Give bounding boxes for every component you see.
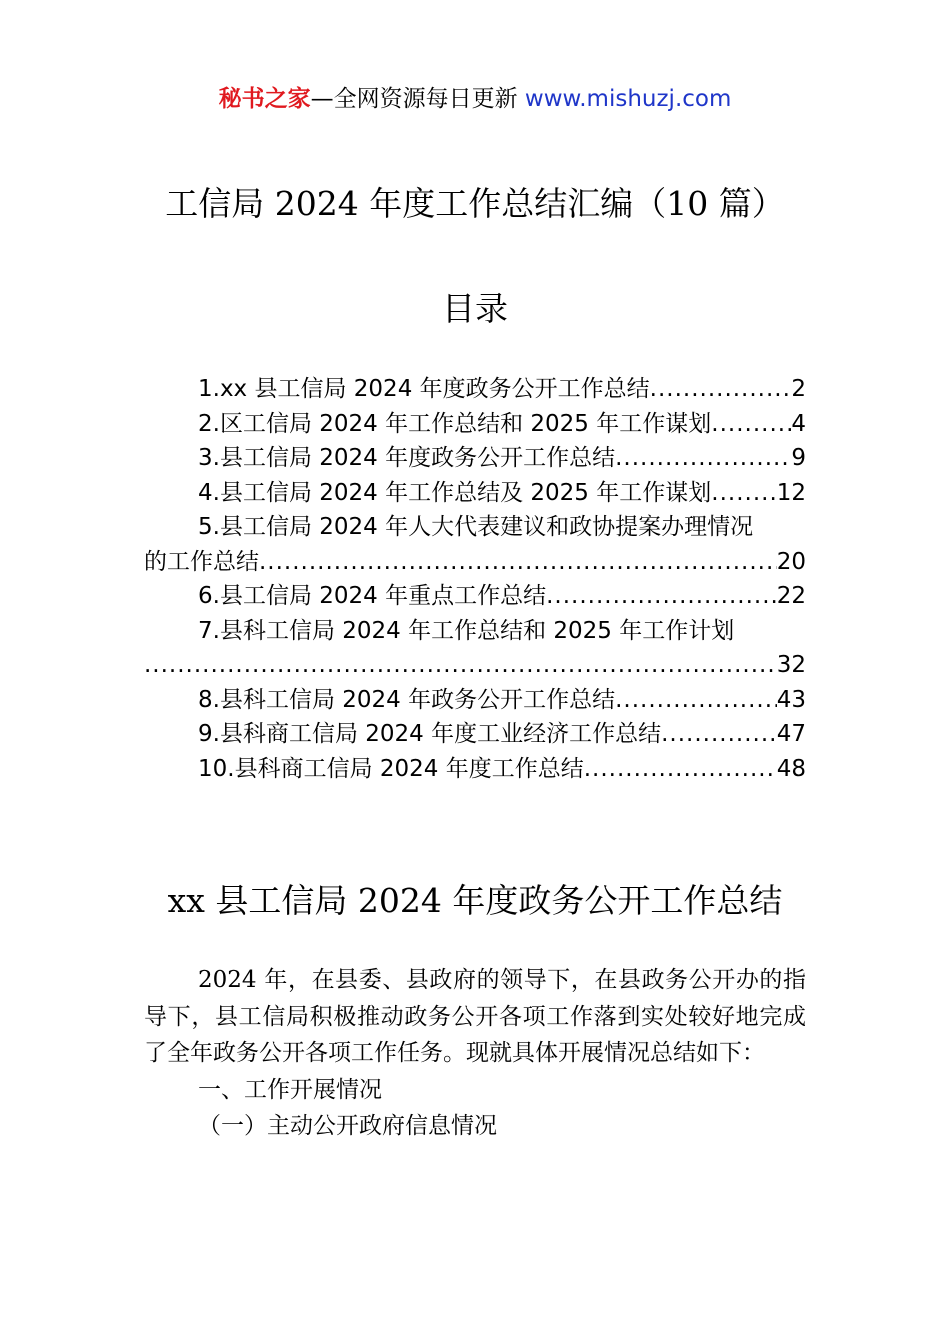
paragraph-year: 2024 bbox=[198, 967, 257, 993]
toc-entry[interactable] bbox=[144, 717, 806, 752]
title-year: 2024 bbox=[274, 184, 359, 223]
toc-page-number: 48 bbox=[776, 755, 806, 782]
brand-name: 秘书之家 bbox=[218, 86, 311, 112]
title-part: 年度工作总结汇编（ bbox=[358, 184, 667, 223]
paragraph-text: 年，在县委、县政府的领导下，在县政务公开办的指导下，县工信局积极推动政务公开各项工作落到实处较好地完成了全年政务公开各项工作任务。现就具体开展情况总结如下： bbox=[144, 967, 806, 1066]
section-title-part: 县工信局 bbox=[215, 881, 358, 920]
toc-entry[interactable] bbox=[144, 476, 806, 511]
toc-page-number: 47 bbox=[776, 721, 806, 747]
toc-page-number: 12 bbox=[776, 479, 806, 506]
title-part: 工信局 bbox=[165, 184, 275, 223]
heading-level-2: （一）主动公开政府信息情况 bbox=[198, 1113, 497, 1139]
title-count: 10 bbox=[666, 184, 709, 223]
toc-entry-text: 5.县工信局 2024 年人大代表建议和政协提案办理情况 bbox=[198, 514, 754, 540]
section-title bbox=[0, 875, 950, 922]
toc-entry[interactable] bbox=[144, 510, 806, 545]
toc-leader bbox=[546, 579, 777, 614]
site-header bbox=[0, 80, 950, 113]
document-title bbox=[0, 178, 950, 225]
section-title-part: 年度政务公开工作总结 bbox=[441, 881, 783, 920]
toc-entry-text: 2.区工信局 2024 年工作总结和 2025 年工作谋划 bbox=[198, 410, 712, 437]
heading-level-1: 一、工作开展情况 bbox=[198, 1076, 382, 1103]
toc-heading: 目录 bbox=[442, 289, 508, 328]
toc-page-number: 2 bbox=[791, 376, 806, 402]
toc-entry[interactable] bbox=[144, 752, 806, 787]
toc-entry[interactable] bbox=[144, 579, 806, 614]
toc-entry-text: 1.xx 县工信局 2024 年度政务公开工作总结 bbox=[198, 376, 650, 402]
toc-leader bbox=[584, 752, 777, 787]
toc-entry-text: 4.县工信局 2024 年工作总结及 2025 年工作谋划 bbox=[198, 479, 712, 506]
header-tagline: —全网资源每日更新 bbox=[310, 86, 525, 112]
toc-leader bbox=[650, 372, 792, 407]
toc-entry[interactable] bbox=[144, 441, 806, 476]
toc-leader bbox=[711, 476, 776, 511]
toc-page-number: 43 bbox=[776, 686, 806, 713]
body-text bbox=[144, 962, 806, 1145]
toc-page-number: 20 bbox=[776, 548, 806, 575]
site-url-link[interactable]: www.mishuzj.com bbox=[524, 86, 732, 112]
title-part: 篇） bbox=[708, 184, 785, 223]
toc-entry-text: 9.县科商工信局 2024 年度工业经济工作总结 bbox=[198, 721, 662, 747]
toc-page-number: 32 bbox=[776, 652, 806, 678]
toc-leader bbox=[259, 545, 777, 580]
toc-entry-text: 10.县科商工信局 2024 年度工作总结 bbox=[198, 755, 584, 782]
toc-leader bbox=[615, 441, 791, 476]
toc-entry-text: 7.县科工信局 2024 年工作总结和 2025 年工作计划 bbox=[198, 617, 735, 644]
toc-entry[interactable] bbox=[144, 614, 806, 649]
toc-entry-text: 3.县工信局 2024 年度政务公开工作总结 bbox=[198, 445, 616, 471]
toc-page-number: 22 bbox=[776, 583, 806, 609]
toc-entry-text: 的工作总结 bbox=[144, 548, 259, 575]
toc-page-number: 4 bbox=[791, 410, 806, 437]
toc-entry[interactable] bbox=[144, 372, 806, 407]
toc-entry-continuation[interactable] bbox=[144, 545, 806, 580]
section-title-part: xx bbox=[167, 881, 216, 920]
toc-entry-continuation[interactable] bbox=[144, 648, 806, 683]
toc-leader bbox=[661, 717, 777, 752]
table-of-contents bbox=[144, 372, 806, 786]
toc-entry-text: 8.县科工信局 2024 年政务公开工作总结 bbox=[198, 686, 616, 713]
section-title-year: 2024 bbox=[357, 881, 442, 920]
toc-leader bbox=[144, 648, 777, 683]
toc-leader bbox=[615, 683, 777, 718]
toc-entry[interactable] bbox=[144, 407, 806, 442]
toc-entry-text: 6.县工信局 2024 年重点工作总结 bbox=[198, 583, 547, 609]
body-paragraph bbox=[144, 962, 806, 1072]
toc-page-number: 9 bbox=[791, 445, 806, 471]
toc-leader bbox=[711, 407, 791, 442]
toc-entry[interactable] bbox=[144, 683, 806, 718]
